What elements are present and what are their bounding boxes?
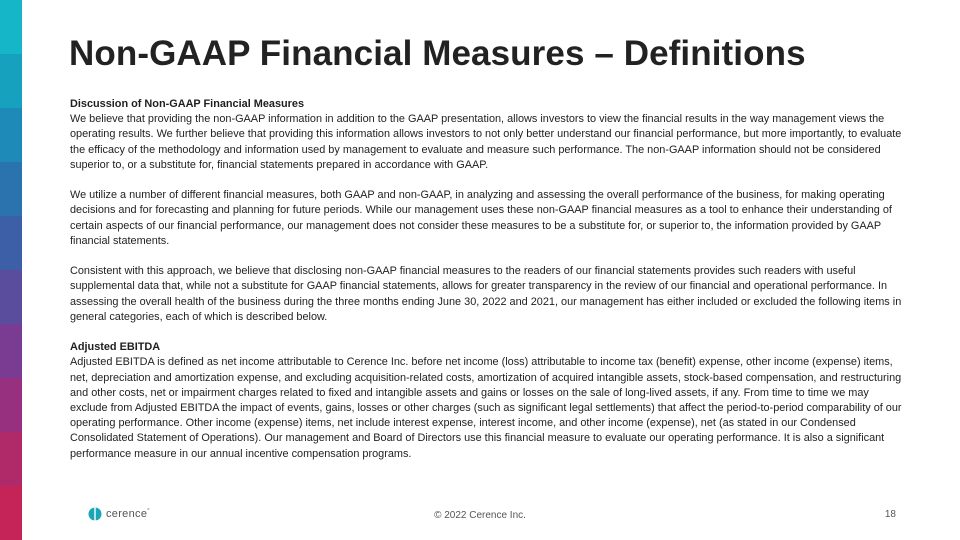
paragraph-text: We believe that providing the non-GAAP information in addition to the GAAP presentation, allows investors to view the financial results in the way management views the operating results. We further believe that providing this information allows investors to not only better understand our financial performance, but more importantly, to evaluate the efficacy of the methodology and information used by management to evaluate and measure such performance. The non-GAAP information should not be considered superior to, or a substitute for, financial statements prepared in accordance with GAAP.	[70, 113, 902, 171]
side-bar-segment	[0, 270, 22, 324]
slide-body	[70, 97, 906, 477]
page-number: 18	[884, 509, 896, 520]
section-heading: Adjusted EBITDA	[70, 341, 161, 354]
cerence-wordmark: cerence°	[106, 508, 150, 520]
side-bar-segment	[0, 432, 22, 486]
section-heading: Discussion of Non-GAAP Financial Measures	[70, 98, 304, 110]
side-bar-segment	[0, 54, 22, 108]
side-bar-segment	[0, 108, 22, 162]
side-bar-segment	[0, 216, 22, 270]
copyright-text: © 2022 Cerence Inc.	[434, 510, 526, 521]
section-paragraph	[70, 340, 906, 462]
section-paragraph	[70, 97, 906, 173]
section-paragraph: Consistent with this approach, we believe that disclosing non-GAAP financial measures to the readers of our financial statements provides such readers with useful supplemental data that, while not a substitute for GAAP financial statements, allows for greater transparency in the review of our financial and operational performance. In assessing the overall health of the business during the three months ending June 30, 2022 and 2021, our management has either included or excluded the following items in general categories, each of which is described below.	[70, 265, 902, 323]
side-bar-segment	[0, 378, 22, 432]
section-paragraph: We utilize a number of different financial measures, both GAAP and non-GAAP, in analyzing and assessing the overall performance of the business, for making operating decisions and for forecasting and planning for future periods. While our management uses these non-GAAP financial measures as a tool to enhance their understanding of certain aspects of our financial performance, our management does not consider these measures to be a substitute for, or superior to, the information provided by GAAP financial statements.	[70, 189, 892, 247]
slide-title: Non-GAAP Financial Measures – Definitions	[69, 34, 806, 73]
side-gradient-bar	[0, 0, 22, 540]
side-bar-segment	[0, 162, 22, 216]
paragraph-text: Adjusted EBITDA is defined as net income attributable to Cerence Inc. before net income (loss) attributable to income tax (benefit) expense, other income (expense) items, net, depreciation and amortization expense, and excluding acquisition-related costs, amortization of acquired intangible assets, stock-based compensation, and restructuring and other costs, net or impairment charges related to fixed and intangible assets and gains or losses on the sale of long-lived assets, if any. From time to time we may exclude from Adjusted EBITDA the impact of events, gains, losses or other charges (such as significant legal settlements) that affect the period-to-period comparability of our operating performance. Other income (expense) items, net include interest expense, interest income, and other income (expense), net (as stated in our Condensed Consolidated Statement of Operations). Our management and Board of Directors use this financial measure to evaluate our operating performance. It is also a significant performance measure in our annual incentive compensation programs.	[70, 356, 902, 460]
side-bar-segment	[0, 324, 22, 378]
side-bar-segment	[0, 0, 22, 54]
